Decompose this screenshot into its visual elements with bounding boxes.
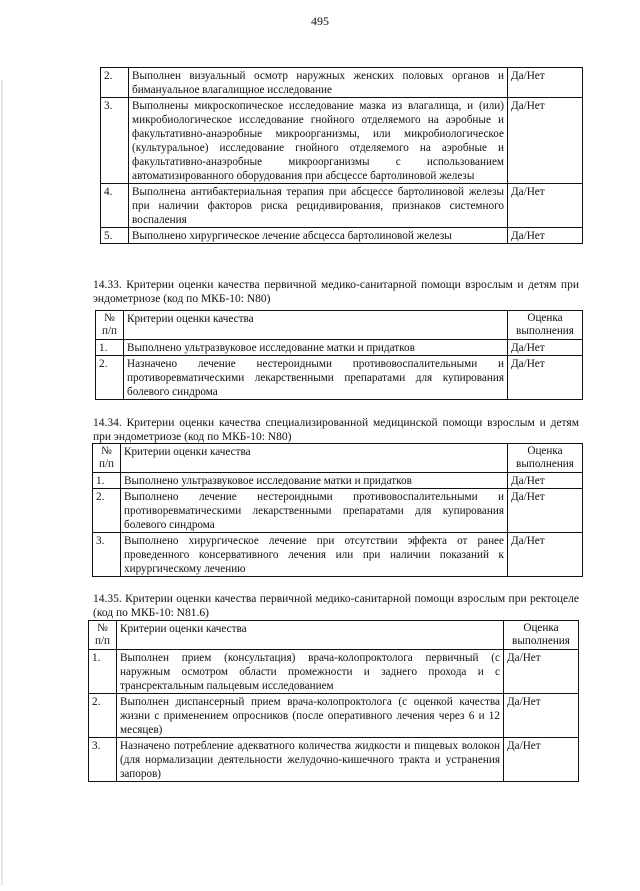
column-header-criteria: Критерии оценки качества — [117, 621, 504, 650]
evaluation-value: Да/Нет — [508, 68, 583, 98]
row-number: 1. — [89, 649, 117, 693]
row-number: 1. — [96, 339, 124, 355]
table-row — [101, 228, 583, 244]
table-row — [89, 737, 579, 781]
table-header-row — [89, 621, 579, 650]
criteria-table-continued — [100, 67, 583, 244]
evaluation-value: Да/Нет — [504, 649, 579, 693]
criteria-table-14-34 — [92, 443, 583, 577]
evaluation-value: Да/Нет — [508, 98, 583, 184]
row-number: 3. — [93, 532, 121, 576]
criterion-text: Выполнено хирургическое лечение абсцесса бартолиновой железы — [129, 228, 508, 244]
column-header-number: № п/п — [89, 621, 117, 650]
table-row — [93, 488, 583, 532]
criterion-text: Выполнено ультразвуковое исследование матки и придатков — [124, 339, 508, 355]
table-row — [89, 649, 579, 693]
criterion-text: Выполнено лечение нестероидными противовоспалительными и противоревматическими лекарственными препаратами для купирования болевого синдрома — [121, 488, 508, 532]
evaluation-value: Да/Нет — [508, 488, 583, 532]
row-number: 2. — [93, 488, 121, 532]
table-row — [101, 184, 583, 228]
row-number: 3. — [101, 98, 129, 184]
evaluation-value: Да/Нет — [508, 184, 583, 228]
scan-edge — [1, 80, 3, 885]
evaluation-value: Да/Нет — [504, 693, 579, 737]
table-row — [101, 68, 583, 98]
row-number: 2. — [89, 693, 117, 737]
table-header-row — [93, 444, 583, 473]
criterion-text: Выполнены микроскопическое исследование мазка из влагалища, и (или) микробиологическое исследование гнойного отделяемого на аэробные и факультативно-анаэробные микроорганизмы, или микробиологическое (культуральное) исследование гнойного отделяемого на аэробные и факультативно-анаэробные микроорганизмы с использованием автоматизированного оборудования при абсцессе бартолиновой железы — [129, 98, 508, 184]
evaluation-value: Да/Нет — [508, 532, 583, 576]
row-number: 1. — [93, 472, 121, 488]
column-header-evaluation: Оценка выполнения — [504, 621, 579, 650]
table-header-row — [96, 311, 583, 340]
column-header-criteria: Критерии оценки качества — [121, 444, 508, 473]
criterion-text: Выполнена антибактериальная терапия при абсцессе бартолиновой железы при наличии факторов риска рецидивирования, признаков системного воспаления — [129, 184, 508, 228]
table-row — [89, 693, 579, 737]
evaluation-value: Да/Нет — [504, 737, 579, 781]
column-header-number: № п/п — [96, 311, 124, 340]
criterion-text: Назначено лечение нестероидными противовоспалительными и противоревматическими лекарственными препаратами для купирования болевого синдрома — [124, 355, 508, 399]
criterion-text: Выполнен диспансерный прием врача-колопроктолога (с оценкой качества жизни с применением опросников (после оперативного лечения через 6 и 12 месяцев) — [117, 693, 504, 737]
table-row — [96, 339, 583, 355]
row-number: 2. — [101, 68, 129, 98]
criterion-text: Выполнен визуальный осмотр наружных женских половых органов и бимануальное влагалищное исследование — [129, 68, 508, 98]
evaluation-value: Да/Нет — [508, 355, 583, 399]
table-row — [101, 98, 583, 184]
criterion-text: Выполнено ультразвуковое исследование матки и придатков — [121, 472, 508, 488]
evaluation-value: Да/Нет — [508, 339, 583, 355]
criteria-table-14-35 — [88, 620, 579, 782]
evaluation-value: Да/Нет — [508, 472, 583, 488]
table-row — [96, 355, 583, 399]
table-row — [93, 472, 583, 488]
column-header-evaluation: Оценка выполнения — [508, 444, 583, 473]
column-header-criteria: Критерии оценки качества — [124, 311, 508, 340]
section-title-14-35: 14.35. Критерии оценки качества первичной медико-санитарной помощи взрослым при ректоцеле (код по МКБ-10: N81.6) — [93, 593, 579, 619]
row-number: 2. — [96, 355, 124, 399]
row-number: 4. — [101, 184, 129, 228]
column-header-number: № п/п — [93, 444, 121, 473]
row-number: 3. — [89, 737, 117, 781]
section-title-14-33: 14.33. Критерии оценки качества первичной медико-санитарной помощи взрослым и детям при эндометриозе (код по МКБ-10: N80) — [93, 279, 579, 305]
criteria-table-14-33 — [95, 310, 583, 400]
table-row — [93, 532, 583, 576]
page-number: 495 — [311, 14, 329, 28]
column-header-evaluation: Оценка выполнения — [508, 311, 583, 340]
evaluation-value: Да/Нет — [508, 228, 583, 244]
criterion-text: Выполнено хирургическое лечение при отсутствии эффекта от ранее проведенного консервативного лечения или при наличии показаний к хирургическому лечению — [121, 532, 508, 576]
row-number: 5. — [101, 228, 129, 244]
criterion-text: Назначено потребление адекватного количества жидкости и пищевых волокон (для нормализации деятельности желудочно-кишечного тракта и устранения запоров) — [117, 737, 504, 781]
criterion-text: Выполнен прием (консультация) врача-колопроктолога первичный (с наружным осмотром области промежности и заднего прохода и с трансректальным пальцевым исследованием — [117, 649, 504, 693]
section-title-14-34: 14.34. Критерии оценки качества специализированной медицинской помощи взрослым и детям при эндометриозе (код по МКБ-10: N80) — [93, 417, 579, 443]
